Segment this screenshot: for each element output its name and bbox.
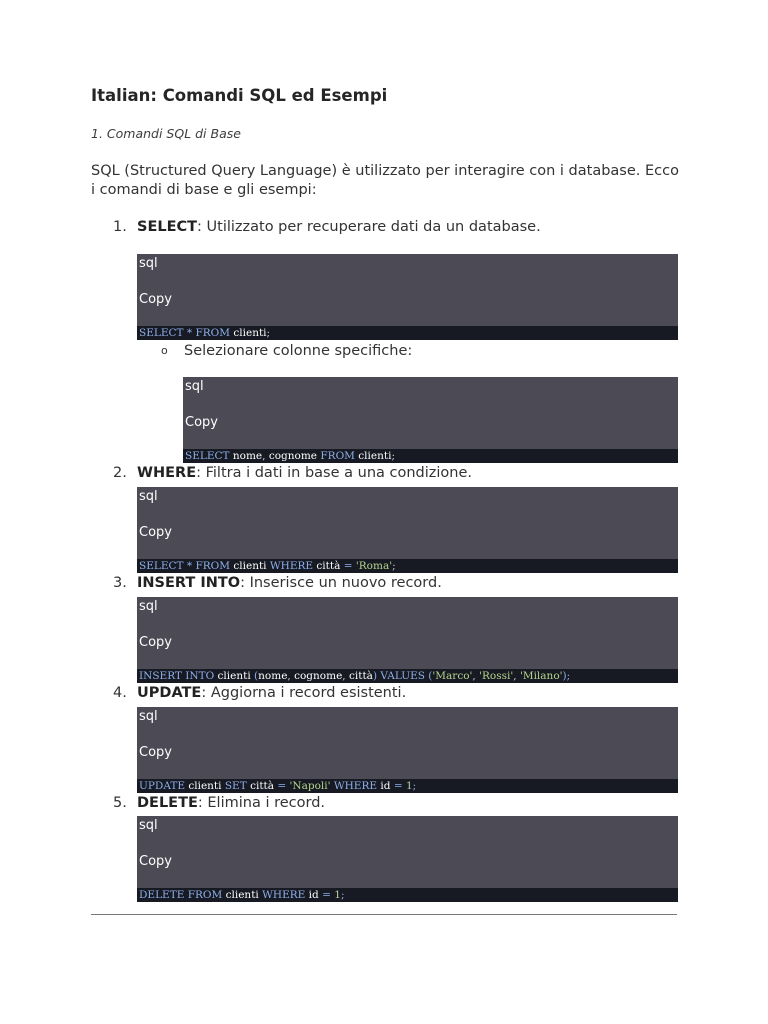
sql-punct: , [472,670,480,682]
description-update: : Aggiorna i record esistenti. [201,685,407,701]
sql-keyword: FROM [195,327,231,339]
sql-number: 1 [334,889,341,901]
description-delete: : Elimina i record. [197,795,326,811]
sql-string: 'Napoli' [289,780,331,792]
copy-button[interactable]: Copy [139,854,172,869]
code-block-insert [137,597,678,683]
sql-keyword: ; [340,889,345,901]
bullet-icon: o [161,344,168,357]
sql-identifier: clienti [233,560,267,572]
section-subtitle: 1. Comandi SQL di Base [91,126,241,141]
description-select: : Utilizzato per recuperare dati da un database. [197,219,541,235]
code-block-where [137,487,678,573]
code-language-label: sql [139,256,158,271]
list-item-where [137,464,472,482]
sub-item-select-columns: Selezionare colonne specifiche: [184,343,413,359]
sql-keyword: ; [412,780,417,792]
sql-identifier: cognome [294,670,343,682]
code-language-label: sql [139,709,158,724]
sql-keyword: ); [562,670,571,682]
sql-punct: ; [391,450,395,462]
code-block-select [137,254,678,340]
sql-identifier: cognome [268,450,318,462]
sql-identifier: città [250,780,275,792]
sql-identifier: città [316,560,341,572]
description-where: : Filtra i dati in base a una condizione. [196,465,473,481]
sql-identifier: clienti [217,670,251,682]
sql-identifier: nome [258,670,288,682]
sql-keyword: WHERE [333,780,378,792]
list-item-update [137,684,406,702]
code-line [137,669,678,683]
code-block-select-columns [183,377,678,463]
code-line [183,449,678,463]
sql-identifier: id [380,780,391,792]
keyword-where: WHERE [137,465,197,481]
list-number-where: 2. [113,465,127,481]
code-language-label: sql [139,599,158,614]
copy-button[interactable]: Copy [139,525,172,540]
page-title: Italian: Comandi SQL ed Esempi [91,86,388,105]
sql-identifier: nome [232,450,263,462]
sql-keyword: SELECT [139,327,184,339]
sql-keyword: = [343,560,353,572]
sql-keyword: SET [224,780,247,792]
code-line [137,779,678,793]
list-item-insert [137,574,442,592]
list-number-delete: 5. [113,795,127,811]
sql-identifier: id [308,889,319,901]
description-insert: : Inserisce un nuovo record. [240,575,442,591]
sql-punct: ; [266,327,271,339]
sql-string: 'Roma' [355,560,393,572]
sql-keyword: VALUES [380,670,425,682]
code-language-label: sql [139,489,158,504]
sql-keyword: FROM [195,560,231,572]
code-line [137,559,678,573]
sql-keyword: ) [372,670,378,682]
sql-keyword: DELETE FROM [139,889,223,901]
sql-identifier: città [348,670,373,682]
copy-button[interactable]: Copy [185,415,218,430]
sql-keyword: ( [428,670,433,682]
sql-keyword: SELECT [139,560,184,572]
sql-identifier: clienti [233,327,267,339]
copy-button[interactable]: Copy [139,635,172,650]
list-number-update: 4. [113,685,127,701]
sql-keyword: * [186,560,193,572]
sql-keyword: SELECT [185,450,230,462]
sql-keyword: INSERT INTO [139,670,215,682]
keyword-insert: INSERT INTO [137,575,241,591]
keyword-select: SELECT [137,219,198,235]
sql-number: 1 [405,780,413,792]
sql-punct: , [262,450,269,462]
code-line [137,326,678,340]
code-block-update [137,707,678,793]
sql-identifier: clienti [225,889,259,901]
sql-string: 'Marco' [432,670,473,682]
sql-keyword: WHERE [269,560,314,572]
list-number-insert: 3. [113,575,127,591]
copy-button[interactable]: Copy [139,292,172,307]
sql-keyword: WHERE [262,889,306,901]
sql-keyword: UPDATE [139,780,186,792]
sql-identifier: clienti [188,780,222,792]
sql-string: 'Rossi' [479,670,514,682]
sql-punct: , [287,670,295,682]
keyword-update: UPDATE [137,685,202,701]
intro-paragraph: SQL (Structured Query Language) è utilizzato per interagire con i database. Ecco i comandi di base e gli esempi: [91,163,679,198]
sql-keyword: * [186,327,193,339]
code-language-label: sql [139,818,158,833]
list-item-select [137,218,541,236]
sql-punct: , [513,670,520,682]
sql-keyword: = [277,780,287,792]
copy-button[interactable]: Copy [139,745,172,760]
horizontal-rule [91,914,677,915]
sql-identifier: clienti [358,450,392,462]
keyword-delete: DELETE [137,795,198,811]
sql-punct: , [342,670,349,682]
sql-punct: ; [392,560,396,572]
list-number-select: 1. [113,219,127,235]
sql-keyword: = [393,780,403,792]
code-language-label: sql [185,379,204,394]
sql-keyword: FROM [320,450,355,462]
code-line [137,888,678,902]
list-item-delete [137,794,325,812]
sql-keyword: ( [254,670,259,682]
code-block-delete [137,816,678,902]
sql-string: 'Milano' [519,670,563,682]
sql-keyword: = [322,889,331,901]
